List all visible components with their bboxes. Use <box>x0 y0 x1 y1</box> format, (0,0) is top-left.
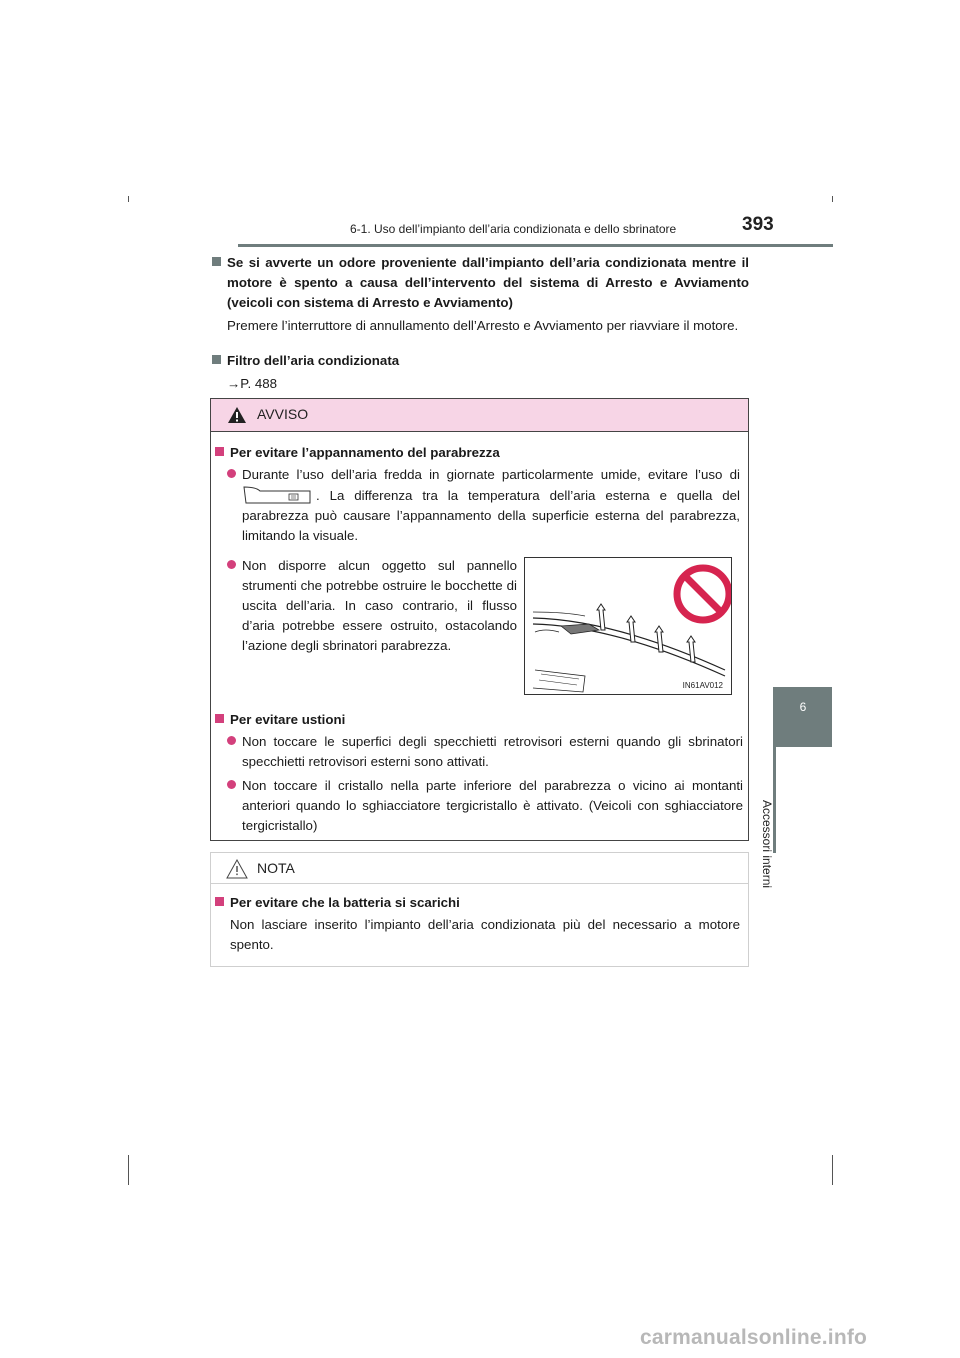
warning-triangle-icon <box>227 406 247 424</box>
warning-sec1-bullet2: Non disporre alcun oggetto sul pannello strumenti che potrebbe ostruire le bocchette di uscita dell’aria. In caso contrario, il flusso d’aria potrebbe essere ostruito, ostacolando l’azione degli sbrinatori parabrezza. <box>227 556 517 656</box>
warning-sec1-bullet1: Durante l’uso dell’aria fredda in giornate particolarmente umide, evitare l’uso di . La differenza tra la temperatura dell’aria esterna e quella del parabrezza può causare l’appannamento della superficie esterna del parabrezza, limitando la visuale. <box>227 465 740 546</box>
chapter-label: Accessori interni <box>760 800 774 889</box>
warning-title: AVVISO <box>257 406 309 422</box>
section-title: 6-1. Uso dell’impianto dell’aria condizionata e dello sbrinatore <box>350 222 677 236</box>
intro-item-filter <box>212 351 749 394</box>
caution-triangle-outline-icon <box>226 859 248 879</box>
watermark: carmanualsonline.info <box>640 1326 868 1349</box>
warning-sec2-bullet2: Non toccare il cristallo nella parte inferiore del parabrezza o vicino ai montanti anteriori quando lo sghiacciatore tergicristallo è attivato. (Veicoli con sghiacciatore tergicristallo) <box>227 776 743 836</box>
intro-item-odor-body: Premere l’interruttore di annullamento dell’Arresto e Avviamento per riavviare il motore. <box>227 318 739 333</box>
prohibition-icon <box>677 568 729 620</box>
chapter-number: 6 <box>799 700 807 714</box>
page-reference-link[interactable]: →P. 488 <box>227 376 278 391</box>
warning-sec2-heading: Per evitare ustioni <box>215 710 740 730</box>
square-bullet-icon <box>215 447 224 456</box>
header-rule <box>238 244 833 247</box>
round-bullet-icon <box>227 780 236 789</box>
intro-item-odor-heading: Se si avverte un odore proveniente dall’impianto dell’aria condizionata mentre il motore è spento a causa dell’intervento del sistema di Arresto e Avviamento (veicoli con sistema di Arresto e Avviamento) <box>212 253 749 313</box>
round-bullet-icon <box>227 469 236 478</box>
note-body: Non lasciare inserito l’impianto dell’aria condizionata più del necessario a motore spento. <box>230 917 740 952</box>
note-box <box>210 852 749 967</box>
crop-mark <box>832 196 833 202</box>
note-header <box>211 853 748 884</box>
warning-sec2-bullet1: Non toccare le superfici degli specchietti retrovisori esterni quando gli sbrinatori specchietti retrovisori esterni sono attivati. <box>227 732 743 772</box>
square-bullet-icon <box>212 355 221 364</box>
round-bullet-icon <box>227 560 236 569</box>
crop-mark <box>832 1155 833 1185</box>
note-heading: Per evitare che la batteria si scarichi <box>215 893 740 913</box>
page-number: 393 <box>742 214 774 235</box>
chapter-tab <box>773 687 832 747</box>
crop-mark <box>128 1155 129 1185</box>
defroster-outlet-illustration <box>524 557 732 695</box>
figure-code: IN61AV012 <box>682 681 723 690</box>
note-title: NOTA <box>257 860 295 876</box>
square-bullet-icon <box>215 714 224 723</box>
square-bullet-icon <box>212 257 221 266</box>
dashboard-defroster-drawing <box>525 558 731 694</box>
defroster-switch-icon <box>242 485 314 505</box>
crop-mark <box>128 196 129 202</box>
warning-sec1-heading: Per evitare l’appannamento del parabrezza <box>215 443 740 463</box>
square-bullet-icon <box>215 897 224 906</box>
round-bullet-icon <box>227 736 236 745</box>
intro-item-filter-heading: Filtro dell’aria condizionata <box>212 351 749 371</box>
warning-header <box>211 399 748 432</box>
intro-item-odor <box>212 253 749 336</box>
